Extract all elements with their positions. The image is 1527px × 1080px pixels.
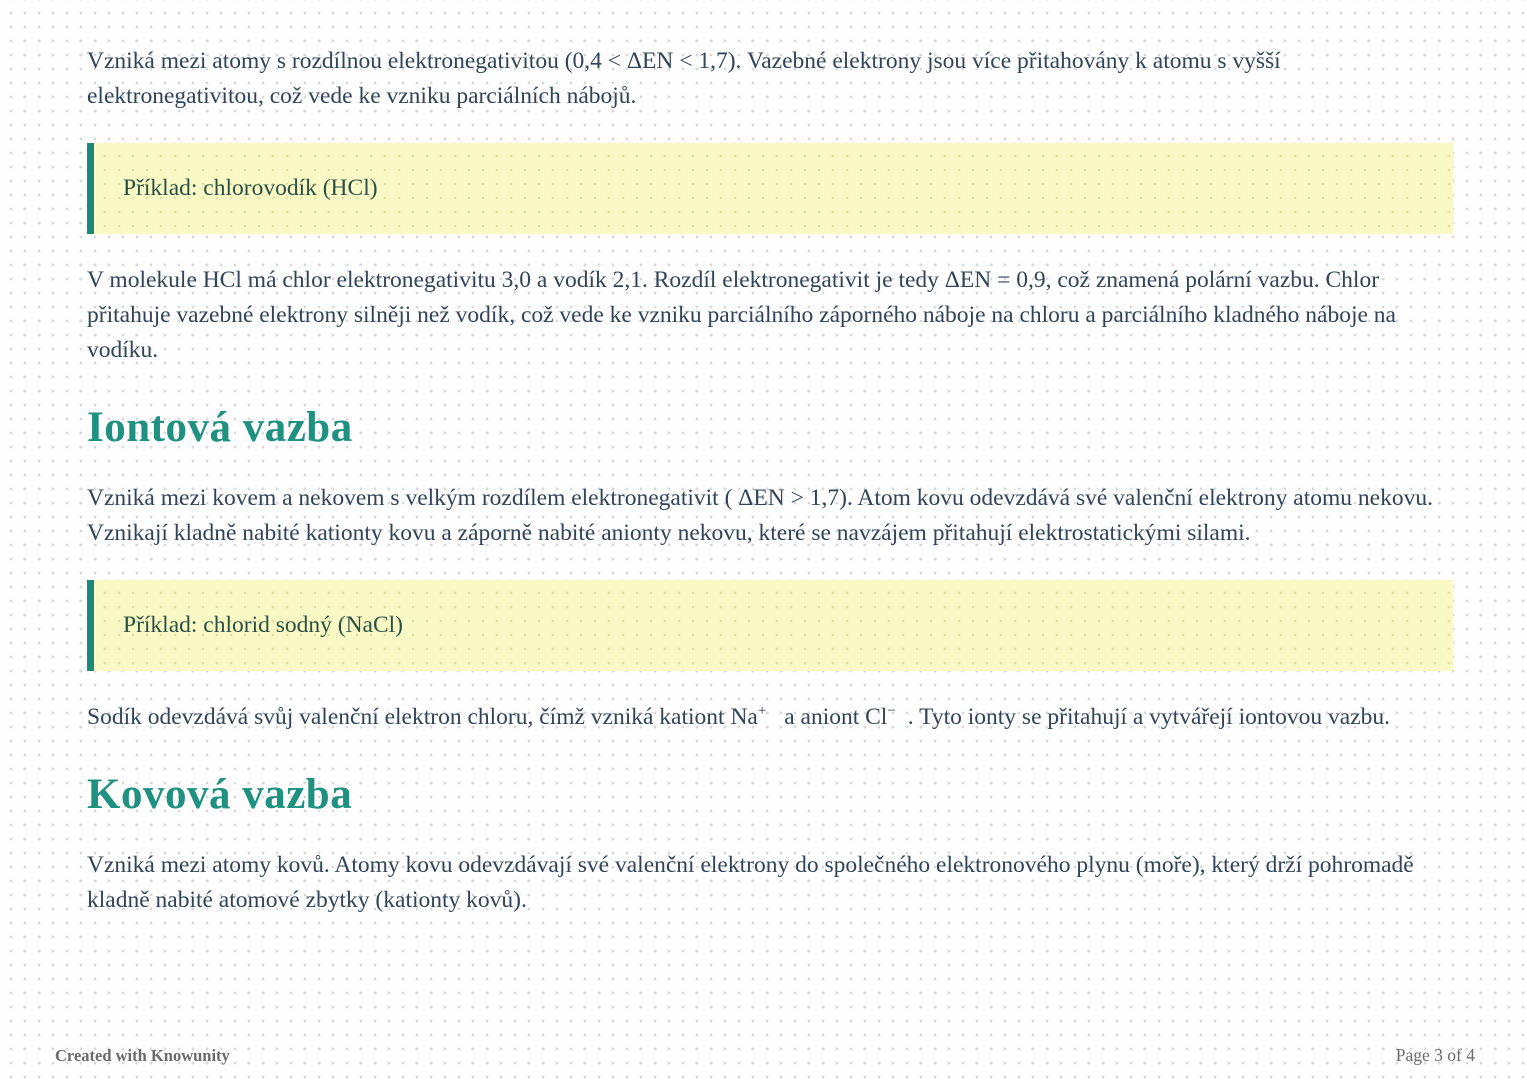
- created-with-label: Created with Knowunity: [55, 1046, 230, 1065]
- nacl-text-before-cation: Sodík odevzdává svůj valenční elektron chloru, čímž vzniká kationt Na: [87, 704, 758, 730]
- nacl-text-between-ions: a aniont Cl: [778, 704, 888, 730]
- example-callout-hcl: [87, 143, 1453, 234]
- paragraph-nacl-detail: [87, 700, 1453, 735]
- example-callout-nacl: [87, 580, 1453, 671]
- paragraph-polar-bond: Vzniká mezi atomy s rozdílnou elektronegativitou (0,4 < ΔEN < 1,7). Vazebné elektrony jsou více přitahovány k atomu s vyšší elektronegativitou, což vede ke vzniku parciálních nábojů.: [87, 48, 1281, 109]
- paragraph-hcl-detail: V molekule HCl má chlor elektronegativitu 3,0 a vodík 2,1. Rozdíl elektronegativit je tedy ΔEN = 0,9, což znamená polární vazbu. Chlor přitahuje vazebné elektrony silněji než vodík, což vede ke vzniku parciálního záporného náboje na chloru a parciálního kladného náboje na vodíku.: [87, 267, 1396, 363]
- page-footer: [55, 1045, 1475, 1066]
- example-callout-hcl-text: Příklad: chlorovodík (HCl): [123, 175, 378, 201]
- nacl-text-after-anion: . Tyto ionty se přitahují a vytvářejí iontovou vazbu.: [907, 704, 1390, 730]
- page-number: Page 3 of 4: [1395, 1045, 1475, 1065]
- example-callout-nacl-text: Příklad: chlorid sodný (NaCl): [123, 612, 404, 638]
- paragraph-ionic-bond: Vzniká mezi kovem a nekovem s velkým rozdílem elektronegativit ( ΔEN > 1,7). Atom kovu odevzdává své valenční elektrony atomu nekovu. Vznikají kladně nabité kationty kovu a záporně nabité anionty nekovu, které se navzájem přitahují elektrostatickými silami.: [87, 485, 1433, 546]
- sodium-cation-charge: +: [757, 703, 767, 720]
- chloride-anion-charge: −: [887, 703, 896, 720]
- heading-ionic-bond: Iontová vazba: [87, 404, 353, 451]
- heading-metallic-bond: Kovová vazba: [87, 771, 353, 818]
- document-content: [87, 44, 1453, 918]
- paragraph-metallic-bond: Vzniká mezi atomy kovů. Atomy kovu odevzdávají své valenční elektrony do společného elektronového plynu (moře), který drží pohromadě kladně nabité atomové zbytky (kationty kovů).: [87, 852, 1414, 913]
